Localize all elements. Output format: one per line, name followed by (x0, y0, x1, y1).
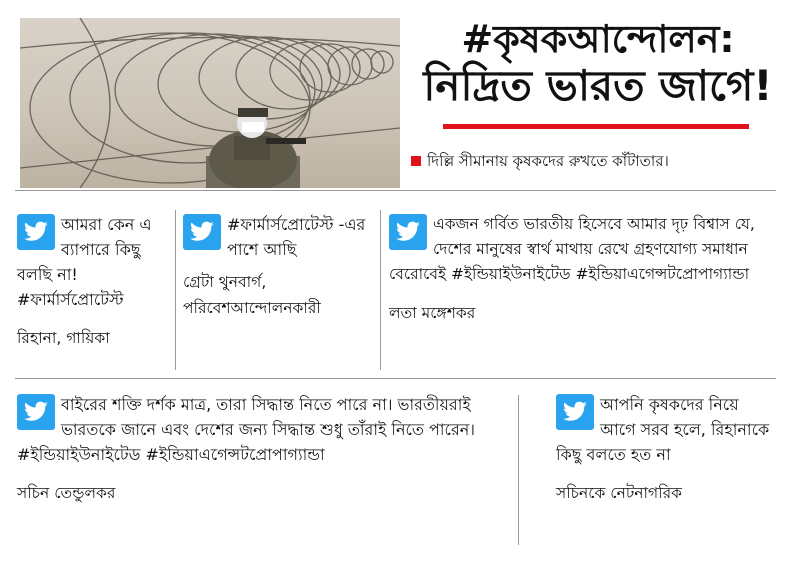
twitter-bird-icon (17, 214, 55, 250)
caption-text: দিল্লি সীমানায় কৃষকদের রুখতে কাঁটাতার। (427, 152, 669, 170)
divider-top (15, 190, 776, 191)
twitter-bird-icon (389, 214, 427, 250)
tweet-greta (183, 212, 373, 322)
twitter-bird-icon (183, 214, 221, 250)
tweet-author: সচিন তেন্ডুলকর (17, 484, 116, 502)
tweet-lata (389, 212, 781, 327)
news-photo (20, 18, 400, 188)
tweet-text: #ফার্মার্সপ্রোটেস্ট -এর পাশে আছি (227, 215, 366, 259)
tweet-author: গ্রেটা থুনবার্গ, পরিবেশআন্দোলনকারী (183, 273, 321, 317)
tweet-author: লতা মঙ্গেশকর (389, 304, 476, 322)
barbed-wire-soldier-illustration (20, 18, 400, 188)
tweet-text: আমরা কেন এ ব্যাপারে কিছু বলছি না! #ফার্মার্সপ্রোটেস্ট (17, 215, 152, 309)
tweet-sachin (17, 392, 507, 507)
divider-middle (15, 378, 776, 379)
divider-col-1 (175, 210, 176, 370)
headline-line-2: নিদ্রিত ভারত জাগে! (423, 60, 773, 110)
headline-line-1: #কৃষকআন্দোলন: (461, 17, 735, 61)
divider-col-2 (380, 210, 381, 370)
photo-caption (411, 150, 669, 175)
tweet-netizen (556, 392, 776, 507)
headline-underline (443, 124, 749, 129)
red-square-bullet-icon (411, 156, 421, 166)
divider-col-3 (518, 395, 519, 545)
tweet-text: বাইরের শক্তি দর্শক মাত্র, তারা সিদ্ধান্ত নিতে পারে না। ভারতীয়রাই ভারতকে জানে এবং দেশের জন্য সিদ্ধান্ত শুধু তাঁরাই নিতে পারেন। #ইন্ডিয়াইউনাইটেড #ইন্ডিয়াএগেন্সটপ্রোপাগ্যান্ডা (17, 395, 476, 464)
tweet-text: একজন গর্বিত ভারতীয় হিসেবে আমার দৃঢ় বিশ্বাস যে, দেশের মানুষের স্বার্থ মাথায় রেখে গ্রহণযোগ্য সমাধান বেরোবেই #ইন্ডিয়াইউনাইটেড #ইন্ডিয়াএগেন্সটপ্রোপাগ্যান্ডা (389, 215, 755, 283)
twitter-bird-icon (556, 394, 594, 430)
tweet-rihanna (17, 212, 169, 352)
tweet-author: রিহানা, গায়িকা (17, 329, 110, 347)
headline (410, 17, 786, 110)
tweet-text: আপনি কৃষকদের নিয়ে আগে সরব হলে, রিহানাকে কিছু বলতে হত না (556, 395, 770, 464)
tweet-author: সচিনকে নেটনাগরিক (556, 484, 682, 502)
twitter-bird-icon (17, 394, 55, 430)
